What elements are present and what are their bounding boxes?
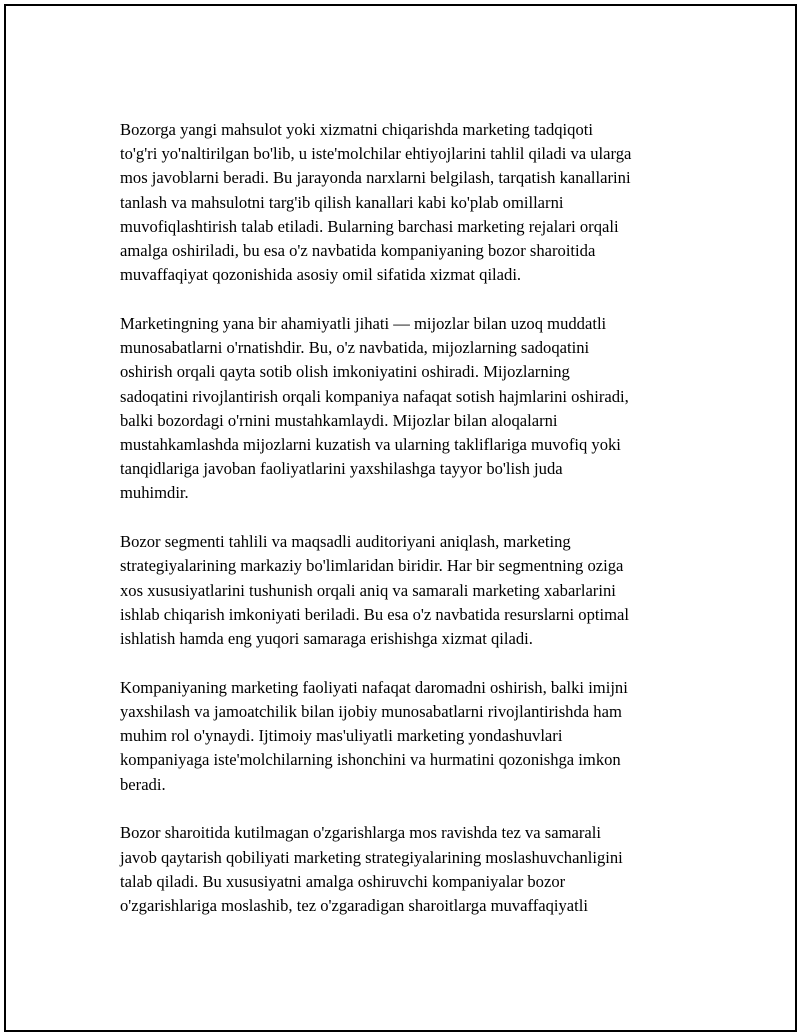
text-line: beradi. [120, 774, 166, 794]
paragraph-2 [120, 312, 692, 506]
text-line: muvaffaqiyat qozonishida asosiy omil sifatida xizmat qiladi. [120, 265, 522, 285]
text-line: amalga oshiriladi, bu esa o'z navbatida kompaniyaning bozor sharoitida [120, 241, 596, 261]
text-line: muhim rol o'ynaydi. Ijtimoiy mas'uliyatli marketing yondashuvlari [120, 726, 563, 746]
text-line: munosabatlarni o'rnatishdir. Bu, o'z navbatida, mijozlarning sadoqatini [120, 338, 590, 358]
text-line: tanlash va mahsulotni targ'ib qilish kanallari kabi ko'plab omillarni [120, 192, 564, 212]
text-line: ishlatish hamda eng yuqori samaraga erishishga xizmat qiladi. [120, 629, 533, 649]
paragraph-5 [120, 821, 692, 918]
text-line: mustahkamlashda mijozlarni kuzatish va ularning takliflariga muvofiq yoki [120, 435, 621, 455]
text-line: oshirish orqali qayta sotib olish imkoniyatini oshiradi. Mijozlarning [120, 362, 570, 382]
text-line: to'g'ri yo'naltirilgan bo'lib, u iste'molchilar ehtiyojlarini tahlil qiladi va ularga [120, 144, 632, 164]
text-line: kompaniyaga iste'molchilarning ishonchini va hurmatini qozonishga imkon [120, 750, 621, 770]
text-line: muvofiqlashtirish talab etiladi. Bularning barchasi marketing rejalari orqali [120, 216, 619, 236]
text-line: balki bozordagi o'rnini mustahkamlaydi. Mijozlar bilan aloqalarni [120, 410, 558, 430]
text-line: tanqidlariga javoban faoliyatlarini yaxshilashga tayyor bo'lish juda [120, 459, 563, 479]
text-line: Bozor sharoitida kutilmagan o'zgarishlarga mos ravishda tez va samarali [120, 823, 601, 843]
text-line: Kompaniyaning marketing faoliyati nafaqat daromadni oshirish, balki imijni [120, 677, 628, 697]
text-line: xos xususiyatlarini tushunish orqali aniq va samarali marketing xabarlarini [120, 580, 616, 600]
document-page [4, 4, 797, 1032]
document-body [120, 118, 692, 943]
text-line: Bozorga yangi mahsulot yoki xizmatni chiqarishda marketing tadqiqoti [120, 120, 593, 139]
text-line: sadoqatini rivojlantirish orqali kompaniya nafaqat sotish hajmlarini oshiradi, [120, 386, 629, 406]
text-line: javob qaytarish qobiliyati marketing strategiyalarining moslashuvchanligini [120, 847, 623, 867]
paragraph-4 [120, 676, 692, 797]
text-line: ishlab chiqarish imkoniyati beriladi. Bu esa o'z navbatida resurslarni optimal [120, 604, 629, 624]
text-line: talab qiladi. Bu xususiyatni amalga oshiruvchi kompaniyalar bozor [120, 871, 566, 891]
text-line: mos javoblarni beradi. Bu jarayonda narxlarni belgilash, tarqatish kanallarini [120, 168, 631, 188]
text-line: o'zgarishlariga moslashib, tez o'zgaradigan sharoitlarga muvaffaqiyatli [120, 896, 588, 916]
text-line: Marketingning yana bir ahamiyatli jihati — mijozlar bilan uzoq muddatli [120, 314, 607, 334]
text-line: strategiyalarining markaziy bo'limlaridan biridir. Har bir segmentning oziga [120, 556, 624, 576]
paragraph-3 [120, 530, 692, 651]
text-line: yaxshilash va jamoatchilik bilan ijobiy munosabatlarni rivojlantirishda ham [120, 702, 622, 722]
text-line: Bozor segmenti tahlili va maqsadli auditoriyani aniqlash, marketing [120, 532, 571, 552]
text-line: muhimdir. [120, 483, 189, 503]
paragraph-1 [120, 118, 692, 287]
